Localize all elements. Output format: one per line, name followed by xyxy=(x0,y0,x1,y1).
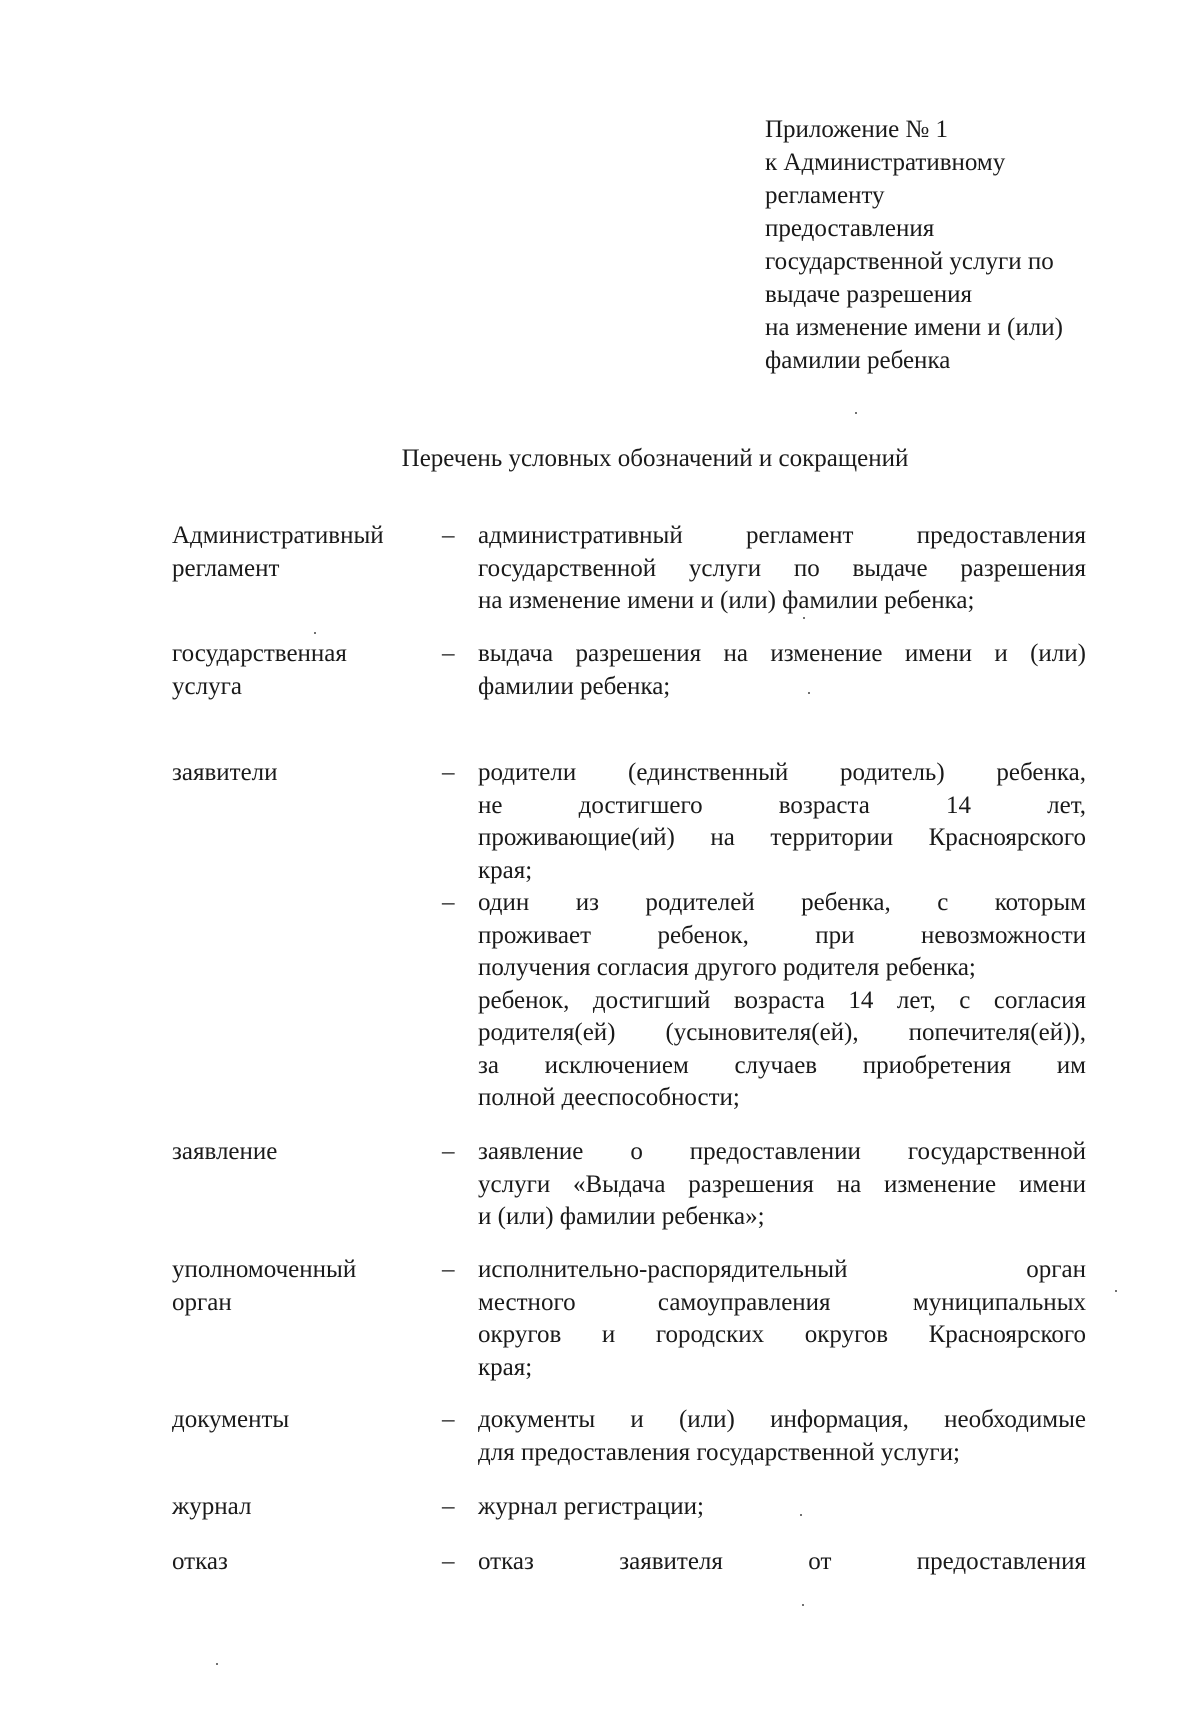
definition-line: родителя(ей) (усыновителя(ей), попечителя(ей)), xyxy=(478,1019,1086,1046)
definition-line: за исключением случаев приобретения им xyxy=(478,1051,1086,1079)
definition-line: округов и городских округов Красноярского xyxy=(478,1321,1086,1348)
entry-definitions xyxy=(440,1491,1086,1524)
definition-line: исполнительно-распорядительный орган xyxy=(478,1256,1086,1283)
term-line: регламент xyxy=(172,554,280,582)
term-line: орган xyxy=(172,1288,232,1316)
dash-marker: – xyxy=(442,1493,455,1520)
term-line: документы xyxy=(172,1406,290,1433)
definition-line: и (или) фамилии ребенка»; xyxy=(478,1203,765,1230)
term-line: отказ xyxy=(172,1548,228,1575)
definition-item xyxy=(440,1404,1086,1469)
definition-line: выдача разрешения на изменение имени и (или) xyxy=(478,640,1086,667)
definition-line: для предоставления государственной услуги; xyxy=(478,1438,960,1466)
scan-speck xyxy=(802,1604,804,1606)
entry-term xyxy=(172,1136,432,1169)
appendix-line: фамилии ребенка xyxy=(765,347,951,374)
entry-definitions xyxy=(440,757,1086,1115)
term-line: услуга xyxy=(172,672,242,700)
definition-item xyxy=(440,1136,1086,1234)
appendix-line: на изменение имени и (или) xyxy=(765,314,1063,341)
dash-marker: – xyxy=(442,640,455,667)
definition-item xyxy=(440,638,1086,703)
definition-line: края; xyxy=(478,856,533,884)
definition-line: отказ заявителя от предоставления xyxy=(478,1548,1086,1575)
scan-speck xyxy=(216,1663,218,1665)
dash-marker: – xyxy=(442,889,455,916)
entry-term xyxy=(172,638,432,703)
entry-definitions xyxy=(440,638,1086,703)
term-line: заявление xyxy=(172,1138,278,1165)
entry-definitions xyxy=(440,1254,1086,1384)
definition-line: получения согласия другого родителя ребенка; xyxy=(478,954,976,981)
definition-line: государственной услуги по выдаче разрешения xyxy=(478,554,1086,582)
term-line: журнал xyxy=(172,1493,252,1520)
definition-line: ребенок, достигший возраста 14 лет, с согласия xyxy=(478,986,1086,1014)
dash-marker: – xyxy=(442,1548,455,1575)
entry-term xyxy=(172,1491,432,1524)
scan-speck xyxy=(855,412,857,414)
scan-speck xyxy=(808,692,810,694)
definition-line: не достигшего возраста 14 лет, xyxy=(478,791,1086,819)
definition-item xyxy=(440,887,1086,1115)
definition-item xyxy=(440,1546,1086,1579)
definition-line: услуги «Выдача разрешения на изменение имени xyxy=(478,1170,1086,1198)
appendix-header xyxy=(765,113,1185,377)
definition-line: проживающие(ий) на территории Красноярского xyxy=(478,824,1086,851)
definition-item xyxy=(440,520,1086,618)
term-line: уполномоченный xyxy=(172,1256,357,1283)
definition-line: на изменение имени и (или) фамилии ребенка; xyxy=(478,587,975,614)
entry-definitions xyxy=(440,1546,1086,1579)
definition-line: проживает ребенок, при невозможности xyxy=(478,921,1086,949)
definition-line: журнал регистрации; xyxy=(478,1493,704,1520)
appendix-line: к Административному xyxy=(765,149,1006,176)
entry-term xyxy=(172,1546,432,1579)
appendix-line: предоставления xyxy=(765,215,935,242)
scan-speck xyxy=(314,632,316,634)
definition-item xyxy=(440,1491,1086,1524)
definition-item xyxy=(440,757,1086,887)
definition-line: полной дееспособности; xyxy=(478,1084,740,1111)
dash-marker: – xyxy=(442,1138,455,1165)
entry-definitions xyxy=(440,1136,1086,1234)
entry-definitions xyxy=(440,1404,1086,1469)
term-line: заявители xyxy=(172,759,278,786)
definition-line: документы и (или) информация, необходимые xyxy=(478,1406,1086,1433)
dash-marker: – xyxy=(442,1406,455,1433)
definition-item xyxy=(440,1254,1086,1384)
appendix-line: регламенту xyxy=(765,182,885,209)
entry-term xyxy=(172,1254,432,1319)
appendix-line: государственной услуги по xyxy=(765,248,1054,275)
dash-marker: – xyxy=(442,1256,455,1283)
entry-term xyxy=(172,1404,432,1437)
definition-line: фамилии ребенка; xyxy=(478,672,671,700)
term-line: Административный xyxy=(172,522,384,549)
scan-speck xyxy=(800,1514,802,1516)
dash-marker: – xyxy=(442,522,455,549)
definition-line: заявление о предоставлении государственной xyxy=(478,1138,1086,1165)
definition-line: один из родителей ребенка, с которым xyxy=(478,889,1086,916)
definition-line: местного самоуправления муниципальных xyxy=(478,1288,1086,1316)
entry-term xyxy=(172,757,432,790)
scan-speck xyxy=(803,617,805,619)
definition-line: родители (единственный родитель) ребенка, xyxy=(478,759,1086,786)
entry-term xyxy=(172,520,432,585)
dash-marker: – xyxy=(442,759,455,786)
definition-line: края; xyxy=(478,1353,533,1381)
term-line: государственная xyxy=(172,640,347,667)
appendix-line: Приложение № 1 xyxy=(765,116,949,143)
entry-definitions xyxy=(440,520,1086,618)
appendix-line: выдаче разрешения xyxy=(765,281,973,308)
definition-line: административный регламент предоставления xyxy=(478,522,1086,549)
scan-speck xyxy=(1115,1290,1117,1292)
document-title: Перечень условных обозначений и сокращений xyxy=(401,445,909,472)
